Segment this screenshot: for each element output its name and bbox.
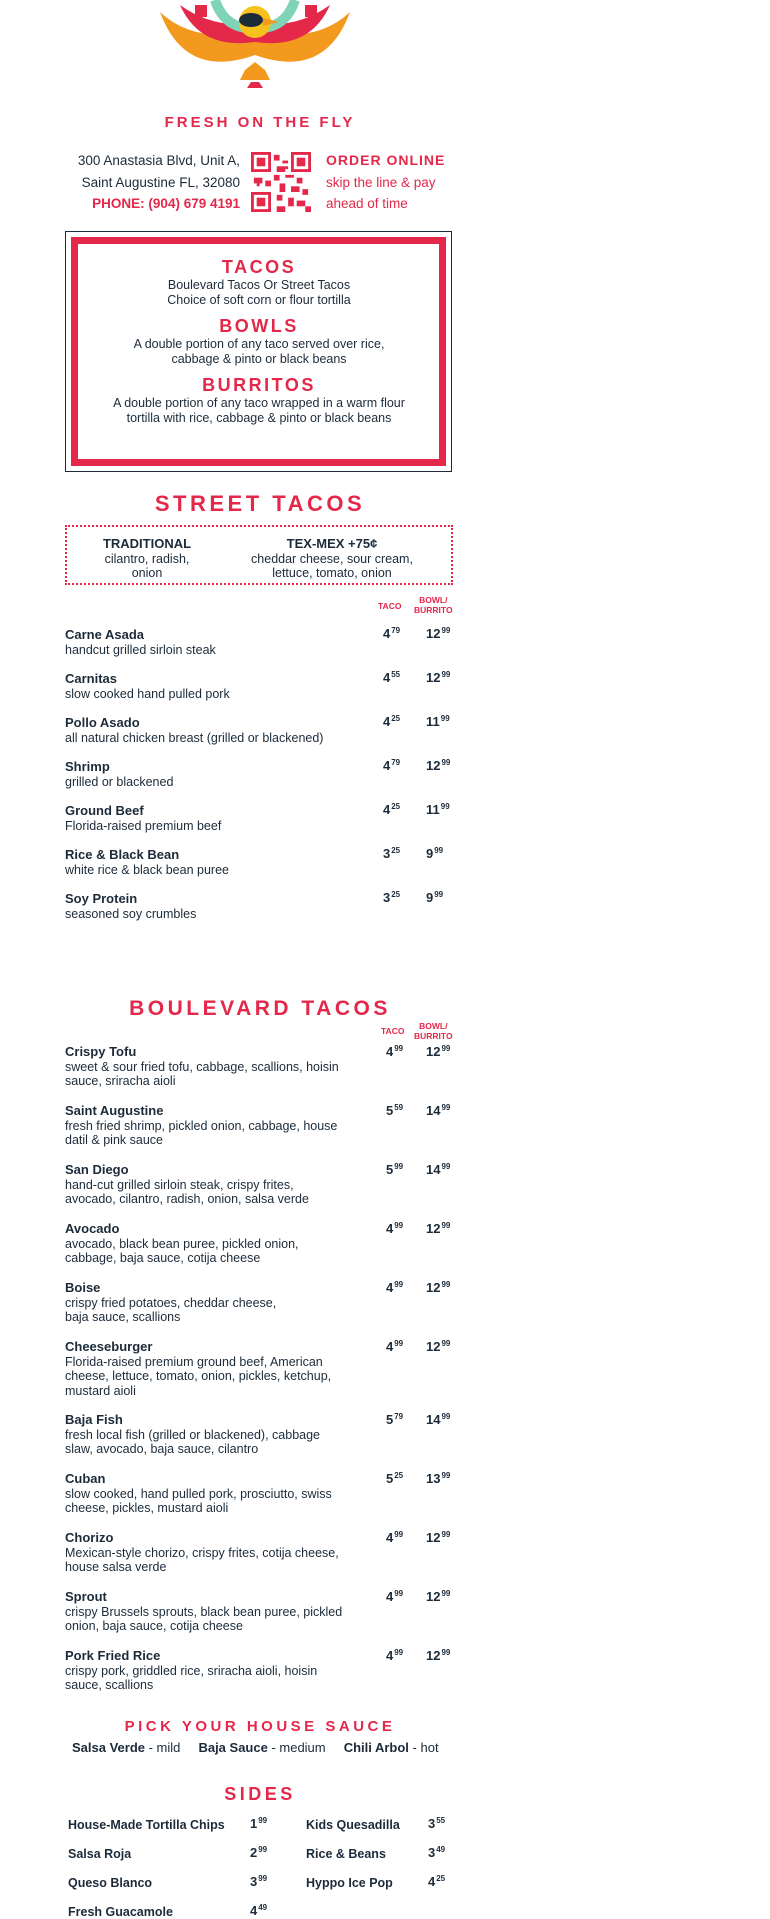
taco-price bbox=[386, 1339, 403, 1354]
street-tacos-title: STREET TACOS bbox=[154, 491, 366, 516]
price-cents: 99 bbox=[441, 626, 451, 635]
item-description: datil & pink sauce bbox=[65, 1133, 163, 1147]
bowl-price bbox=[426, 1221, 450, 1236]
price-cents: 99 bbox=[434, 890, 444, 899]
price-dollars: 4 bbox=[383, 758, 391, 773]
bowl-price bbox=[426, 1648, 450, 1663]
sauce-level: - medium bbox=[267, 1740, 326, 1755]
tacos-line: Boulevard Tacos Or Street Tacos bbox=[167, 278, 351, 292]
price-dollars: 4 bbox=[386, 1044, 394, 1059]
price-cents: 99 bbox=[441, 1589, 451, 1598]
intro-box bbox=[85, 256, 433, 433]
menu-item bbox=[65, 1472, 385, 1516]
price-cents: 99 bbox=[394, 1589, 404, 1598]
price-dollars: 4 bbox=[428, 1874, 436, 1889]
item-description: cheese, lettuce, tomato, onion, pickles, ketchup, bbox=[65, 1369, 332, 1383]
taco-price bbox=[386, 1103, 403, 1118]
price-dollars: 4 bbox=[383, 714, 391, 729]
price-dollars: 4 bbox=[386, 1280, 394, 1295]
item-name: Cheeseburger bbox=[65, 1339, 153, 1354]
qr-code[interactable] bbox=[251, 152, 311, 212]
item-name: Rice & Black Bean bbox=[65, 847, 180, 862]
col-header-taco: TACO bbox=[381, 1026, 405, 1036]
price-dollars: 12 bbox=[426, 670, 441, 685]
menu-item bbox=[65, 1413, 385, 1457]
side-price bbox=[428, 1845, 445, 1860]
item-description: cabbage, baja sauce, cotija cheese bbox=[65, 1251, 261, 1265]
bowl-price bbox=[426, 846, 443, 861]
taco-price bbox=[386, 1412, 403, 1427]
item-name: Crispy Tofu bbox=[65, 1044, 137, 1059]
address-line: 300 Anastasia Blvd, Unit A, bbox=[77, 153, 240, 168]
item-description: Mexican-style chorizo, crispy frites, cotija cheese, bbox=[65, 1545, 339, 1560]
menu-item bbox=[65, 1045, 385, 1089]
price-dollars: 3 bbox=[250, 1874, 258, 1889]
price-dollars: 12 bbox=[426, 1530, 441, 1545]
col-header-bowl bbox=[414, 1022, 453, 1041]
col-header-taco: TACO bbox=[378, 601, 402, 611]
taco-price bbox=[386, 1648, 403, 1663]
price-cents: 25 bbox=[436, 1874, 446, 1883]
price-cents: 99 bbox=[441, 1471, 451, 1480]
item-name: Soy Protein bbox=[65, 891, 138, 906]
price-dollars: 9 bbox=[426, 890, 434, 905]
price-dollars: 12 bbox=[426, 1339, 441, 1354]
taco-price bbox=[386, 1589, 403, 1604]
bowl-price bbox=[426, 758, 450, 773]
house-sauce-title: PICK YOUR HOUSE SAUCE bbox=[124, 1718, 396, 1735]
price-dollars: 4 bbox=[386, 1648, 394, 1663]
price-cents: 99 bbox=[440, 714, 450, 723]
item-name: Avocado bbox=[65, 1221, 120, 1236]
menu-item bbox=[65, 1281, 385, 1325]
price-cents: 99 bbox=[440, 802, 450, 811]
price-dollars: 14 bbox=[426, 1162, 441, 1177]
price-cents: 99 bbox=[441, 1221, 451, 1230]
price-dollars: 2 bbox=[250, 1845, 258, 1860]
bowl-price bbox=[426, 1589, 450, 1604]
menu-item bbox=[65, 760, 385, 789]
item-description: crispy Brussels sprouts, black bean puree, pickled bbox=[65, 1604, 343, 1619]
bowl-price bbox=[426, 1280, 450, 1295]
item-description: crispy fried potatoes, cheddar cheese, bbox=[65, 1295, 277, 1310]
texmex-line: cheddar cheese, sour cream, bbox=[251, 551, 413, 566]
side-name: Kids Quesadilla bbox=[306, 1818, 400, 1832]
burritos-line: tortilla with rice, cabbage & pinto or black beans bbox=[126, 410, 392, 425]
col-header-bowl-line: BOWL/ bbox=[419, 1021, 448, 1031]
taco-price bbox=[386, 1280, 403, 1295]
price-dollars: 4 bbox=[383, 802, 391, 817]
price-cents: 99 bbox=[258, 1845, 268, 1854]
taco-price bbox=[383, 802, 400, 817]
price-dollars: 12 bbox=[426, 1648, 441, 1663]
price-dollars: 9 bbox=[426, 846, 434, 861]
menu-item bbox=[65, 804, 385, 833]
price-dollars: 13 bbox=[426, 1471, 441, 1486]
price-dollars: 14 bbox=[426, 1412, 441, 1427]
price-dollars: 3 bbox=[428, 1816, 436, 1831]
price-cents: 99 bbox=[441, 1162, 451, 1171]
taco-price bbox=[386, 1044, 403, 1059]
item-description: slow cooked hand pulled pork bbox=[65, 686, 230, 701]
item-description: fresh local fish (grilled or blackened), cabbage bbox=[65, 1427, 320, 1442]
sauce-level: - mild bbox=[145, 1740, 181, 1755]
price-cents: 99 bbox=[441, 1103, 451, 1112]
price-cents: 99 bbox=[441, 1648, 451, 1657]
bowl-price bbox=[426, 1339, 450, 1354]
price-cents: 99 bbox=[394, 1280, 404, 1289]
price-dollars: 5 bbox=[386, 1471, 394, 1486]
item-name: Baja Fish bbox=[65, 1412, 123, 1427]
item-description: sauce, scallions bbox=[65, 1678, 154, 1692]
item-description: fresh fried shrimp, pickled onion, cabbage, house bbox=[65, 1118, 338, 1133]
taco-price bbox=[383, 670, 400, 685]
price-dollars: 4 bbox=[386, 1530, 394, 1545]
menu-item bbox=[65, 1340, 385, 1398]
menu-item bbox=[65, 716, 385, 745]
taco-price bbox=[386, 1221, 403, 1236]
order-online-title[interactable]: ORDER ONLINE bbox=[326, 152, 446, 168]
burritos-heading: BURRITOS bbox=[202, 375, 316, 395]
bowl-price bbox=[426, 1530, 450, 1545]
texmex-title: TEX-MEX +75¢ bbox=[286, 536, 378, 551]
price-dollars: 4 bbox=[386, 1221, 394, 1236]
item-name: San Diego bbox=[65, 1162, 129, 1177]
price-dollars: 12 bbox=[426, 626, 441, 641]
price-cents: 99 bbox=[441, 758, 451, 767]
price-cents: 59 bbox=[394, 1103, 404, 1112]
price-cents: 55 bbox=[436, 1816, 446, 1825]
burritos-line: A double portion of any taco wrapped in a warm flour bbox=[113, 396, 405, 410]
item-name: Ground Beef bbox=[65, 803, 144, 818]
item-name: Pollo Asado bbox=[65, 715, 140, 730]
price-cents: 99 bbox=[441, 1412, 451, 1421]
item-name: Shrimp bbox=[65, 759, 110, 774]
order-online-block[interactable] bbox=[326, 150, 486, 215]
house-sauce-options bbox=[72, 1740, 472, 1755]
item-description: crispy pork, griddled rice, sriracha aioli, hoisin bbox=[65, 1663, 318, 1678]
price-dollars: 12 bbox=[426, 1589, 441, 1604]
item-name: Carnitas bbox=[65, 671, 118, 686]
item-description: grilled or blackened bbox=[65, 774, 174, 789]
address-block bbox=[52, 150, 240, 215]
price-cents: 55 bbox=[391, 670, 401, 679]
bowl-price bbox=[426, 1044, 450, 1059]
price-dollars: 3 bbox=[383, 890, 391, 905]
menu-item bbox=[65, 1163, 385, 1207]
side-name: House-Made Tortilla Chips bbox=[68, 1818, 225, 1832]
bowl-price bbox=[426, 890, 443, 905]
col-header-bowl-line: BURRITO bbox=[414, 1030, 453, 1041]
tacos-line: Choice of soft corn or flour tortilla bbox=[167, 292, 351, 307]
item-description: hand-cut grilled sirloin steak, crispy frites, bbox=[65, 1177, 294, 1192]
bowls-line: cabbage & pinto or black beans bbox=[171, 351, 347, 366]
price-cents: 99 bbox=[394, 1530, 404, 1539]
taco-price bbox=[383, 890, 400, 905]
side-name: Queso Blanco bbox=[68, 1876, 153, 1890]
bowls-heading: BOWLS bbox=[219, 316, 299, 336]
restaurant-logo bbox=[155, 0, 355, 100]
price-cents: 99 bbox=[258, 1816, 268, 1825]
price-cents: 99 bbox=[394, 1221, 404, 1230]
traditional-line: onion bbox=[131, 566, 163, 580]
order-online-line: ahead of time bbox=[326, 196, 408, 211]
burritos-description bbox=[85, 396, 433, 425]
price-cents: 49 bbox=[258, 1903, 268, 1912]
taco-price bbox=[383, 626, 400, 641]
item-description: seasoned soy crumbles bbox=[65, 906, 197, 921]
taco-price bbox=[383, 714, 400, 729]
boulevard-tacos-title: BOULEVARD TACOS bbox=[129, 997, 391, 1020]
tagline: FRESH ON THE FLY bbox=[164, 114, 356, 131]
price-dollars: 12 bbox=[426, 758, 441, 773]
taco-price bbox=[383, 846, 400, 861]
price-dollars: 12 bbox=[426, 1280, 441, 1295]
side-price bbox=[428, 1816, 445, 1831]
item-name: Saint Augustine bbox=[65, 1103, 164, 1118]
price-cents: 99 bbox=[441, 670, 451, 679]
item-description: slow cooked, hand pulled pork, prosciutto, swiss bbox=[65, 1486, 332, 1501]
price-cents: 99 bbox=[441, 1044, 451, 1053]
item-description: all natural chicken breast (grilled or blackened) bbox=[65, 730, 324, 745]
price-cents: 99 bbox=[441, 1280, 451, 1289]
item-name: Chorizo bbox=[65, 1530, 114, 1545]
price-cents: 99 bbox=[394, 1339, 404, 1348]
bowl-price bbox=[426, 1103, 450, 1118]
item-description: cheese, pickles, mustard aioli bbox=[65, 1501, 229, 1515]
menu-item bbox=[65, 892, 385, 921]
sauce-name: Chili Arbol bbox=[343, 1740, 409, 1755]
phone-number[interactable]: PHONE: (904) 679 4191 bbox=[92, 196, 240, 211]
menu-item bbox=[65, 1590, 385, 1634]
item-description: avocado, black bean puree, pickled onion, bbox=[65, 1236, 299, 1251]
bowl-price bbox=[426, 1471, 450, 1486]
price-dollars: 4 bbox=[386, 1589, 394, 1604]
price-cents: 49 bbox=[436, 1845, 446, 1854]
price-dollars: 12 bbox=[426, 1044, 441, 1059]
col-header-bowl bbox=[414, 596, 453, 615]
sides-title: SIDES bbox=[224, 1784, 296, 1804]
sauce-name: Salsa Verde bbox=[72, 1740, 145, 1755]
taco-price bbox=[386, 1162, 403, 1177]
col-header-bowl-line: BURRITO bbox=[414, 604, 453, 615]
price-cents: 99 bbox=[394, 1648, 404, 1657]
traditional-title: TRADITIONAL bbox=[102, 536, 192, 551]
side-price bbox=[428, 1874, 445, 1889]
price-cents: 99 bbox=[258, 1874, 268, 1883]
item-description: Florida-raised premium ground beef, American bbox=[65, 1354, 323, 1369]
item-name: Boise bbox=[65, 1280, 101, 1295]
item-description: sweet & sour fried tofu, cabbage, scallions, hoisin bbox=[65, 1059, 339, 1074]
taco-price bbox=[386, 1471, 403, 1486]
price-dollars: 11 bbox=[426, 714, 440, 729]
price-cents: 79 bbox=[391, 758, 401, 767]
sauce-level: - hot bbox=[408, 1740, 439, 1755]
tacos-heading: TACOS bbox=[221, 257, 297, 277]
item-name: Pork Fried Rice bbox=[65, 1648, 161, 1663]
side-price bbox=[250, 1845, 267, 1860]
taco-price bbox=[383, 758, 400, 773]
item-description: sauce, sriracha aioli bbox=[65, 1074, 176, 1088]
price-cents: 25 bbox=[394, 1471, 404, 1480]
bowl-price bbox=[426, 1162, 450, 1177]
traditional-line: cilantro, radish, bbox=[104, 551, 190, 566]
item-description: avocado, cilantro, radish, onion, salsa verde bbox=[65, 1192, 309, 1206]
col-header-bowl-line: BOWL/ bbox=[419, 595, 448, 605]
side-name: Salsa Roja bbox=[68, 1847, 132, 1861]
item-name: Carne Asada bbox=[65, 627, 144, 642]
price-cents: 79 bbox=[391, 626, 401, 635]
price-cents: 99 bbox=[394, 1162, 404, 1171]
menu-item bbox=[65, 672, 385, 701]
bowl-price bbox=[426, 1412, 450, 1427]
menu-item bbox=[65, 1531, 385, 1575]
price-cents: 25 bbox=[391, 846, 401, 855]
taco-price bbox=[386, 1530, 403, 1545]
tacos-description bbox=[85, 278, 433, 307]
price-cents: 25 bbox=[391, 714, 401, 723]
price-dollars: 12 bbox=[426, 1221, 441, 1236]
price-dollars: 5 bbox=[386, 1162, 394, 1177]
sauce-name: Baja Sauce bbox=[198, 1740, 268, 1755]
price-cents: 79 bbox=[394, 1412, 404, 1421]
item-description: handcut grilled sirloin steak bbox=[65, 642, 216, 657]
menu-item bbox=[65, 1222, 385, 1266]
price-dollars: 4 bbox=[386, 1339, 394, 1354]
item-name: Cuban bbox=[65, 1471, 106, 1486]
bowl-price bbox=[426, 714, 450, 729]
price-cents: 99 bbox=[441, 1530, 451, 1539]
price-cents: 25 bbox=[391, 890, 401, 899]
price-dollars: 3 bbox=[383, 846, 391, 861]
price-dollars: 4 bbox=[383, 670, 391, 685]
price-dollars: 14 bbox=[426, 1103, 441, 1118]
side-name: Fresh Guacamole bbox=[68, 1905, 173, 1919]
texmex-style bbox=[237, 537, 427, 581]
item-description: white rice & black bean puree bbox=[65, 862, 229, 877]
texmex-line: lettuce, tomato, onion bbox=[272, 566, 392, 580]
menu-item bbox=[65, 628, 385, 657]
price-dollars: 4 bbox=[383, 626, 391, 641]
bowl-price bbox=[426, 802, 450, 817]
price-dollars: 5 bbox=[386, 1103, 394, 1118]
price-dollars: 1 bbox=[250, 1816, 258, 1831]
side-name: Rice & Beans bbox=[306, 1847, 386, 1861]
item-description: baja sauce, scallions bbox=[65, 1310, 181, 1324]
side-name: Hyppo Ice Pop bbox=[306, 1876, 393, 1890]
price-dollars: 3 bbox=[428, 1845, 436, 1860]
street-taco-styles bbox=[65, 525, 453, 585]
bowl-price bbox=[426, 670, 450, 685]
item-description: house salsa verde bbox=[65, 1560, 167, 1574]
price-cents: 99 bbox=[434, 846, 444, 855]
side-price bbox=[250, 1874, 267, 1889]
price-cents: 25 bbox=[391, 802, 401, 811]
traditional-style bbox=[87, 537, 207, 581]
price-cents: 99 bbox=[394, 1044, 404, 1053]
bowls-description bbox=[85, 337, 433, 366]
item-description: onion, baja sauce, cotija cheese bbox=[65, 1619, 243, 1633]
side-price bbox=[250, 1816, 267, 1831]
menu-item bbox=[65, 1649, 385, 1693]
bowls-line: A double portion of any taco served over rice, bbox=[133, 337, 385, 351]
address-line: Saint Augustine FL, 32080 bbox=[81, 174, 240, 190]
item-description: slaw, avocado, baja sauce, cilantro bbox=[65, 1442, 259, 1456]
item-description: mustard aioli bbox=[65, 1383, 136, 1398]
item-name: Sprout bbox=[65, 1589, 107, 1604]
price-dollars: 4 bbox=[250, 1903, 258, 1918]
menu-item bbox=[65, 848, 385, 877]
price-dollars: 5 bbox=[386, 1412, 394, 1427]
bowl-price bbox=[426, 626, 450, 641]
item-description: Florida-raised premium beef bbox=[65, 818, 222, 833]
menu-item bbox=[65, 1104, 385, 1148]
order-online-line: skip the line & pay bbox=[326, 174, 436, 190]
price-dollars: 11 bbox=[426, 802, 440, 817]
price-cents: 99 bbox=[441, 1339, 451, 1348]
